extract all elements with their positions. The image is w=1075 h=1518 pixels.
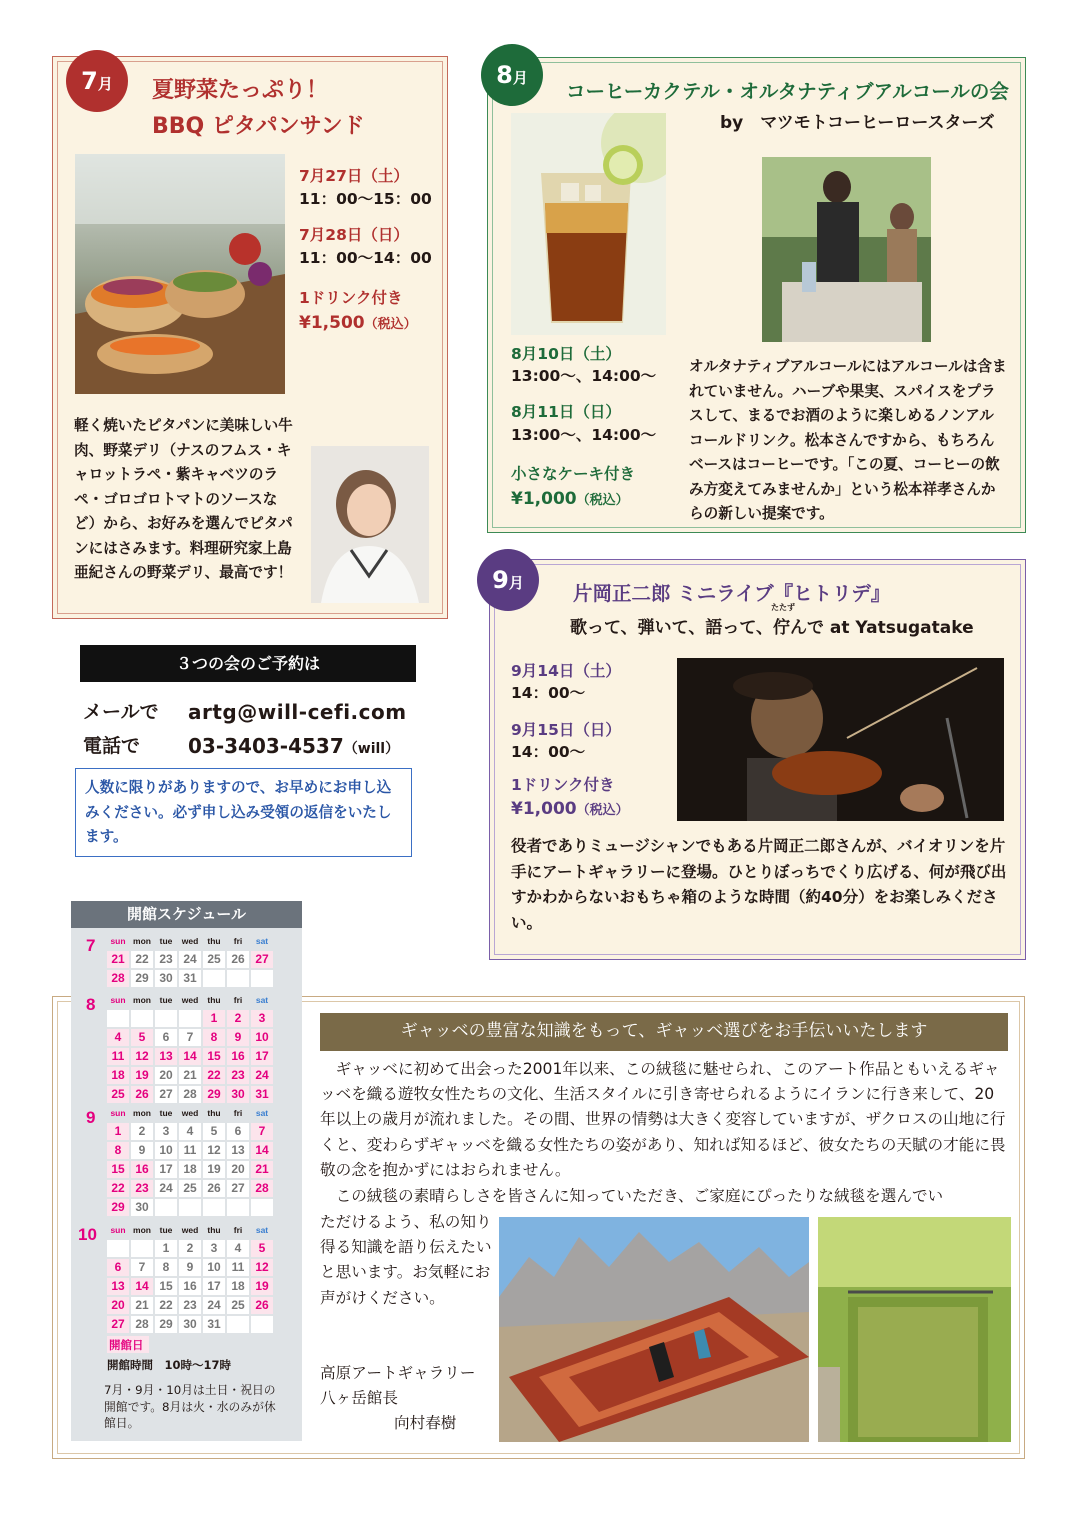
calendar-day: 1 — [155, 1240, 177, 1257]
calendar-day: 21 — [107, 951, 129, 968]
calendar-day: 2 — [227, 1010, 249, 1027]
july-tax: （税込） — [364, 317, 417, 332]
calendar-day: 27 — [155, 1086, 177, 1103]
september-badge-unit: 月 — [508, 574, 524, 592]
calendar-day: 29 — [131, 970, 153, 987]
calendar-day — [251, 1316, 273, 1333]
calendar-day: 20 — [107, 1297, 129, 1314]
calendar-day: 24 — [155, 1180, 177, 1197]
calendar-day: 20 — [155, 1067, 177, 1084]
september-subtitle-post: んで at Yatsugatake — [789, 618, 974, 638]
september-price: ¥1,000 — [511, 799, 577, 819]
calendar-day: 5 — [131, 1029, 153, 1046]
calendar-month-label: 9 — [86, 1108, 96, 1127]
gabbeh-paragraph2-rest: ただけるよう、私の知り得る知識を語り伝えたいと思います。お気軽にお声がけください。 — [320, 1213, 492, 1307]
calendar-day: 14 — [131, 1278, 153, 1295]
august-time1: 13:00～、14:00～ — [511, 367, 657, 385]
august-description: オルタナティブアルコールにはアルコールは含まれていません。ハーブや果実、スパイスをプラスして、まるでお酒のように楽しめるノンアルコールドリンク。松本さんですから、もちろんベースはコーヒーです。「この夏、コーヒーの飲み方変えてみませんか」という松本祥孝さんからの新しい提案です。 — [689, 358, 1007, 522]
calendar-weekday-label: tue — [159, 1225, 173, 1235]
calendar-day: 22 — [155, 1297, 177, 1314]
september-time2: 14：00～ — [511, 743, 586, 761]
september-title: 片岡正二郎 ミニライブ『ヒトリデ』 — [573, 582, 891, 605]
august-badge-num: 8 — [496, 61, 513, 89]
calendar-weekday-label: fri — [233, 936, 243, 946]
calendar-day: 11 — [227, 1259, 249, 1276]
calendar-day: 21 — [179, 1067, 201, 1084]
july-badge-num: 7 — [81, 67, 98, 95]
calendar-day: 25 — [179, 1180, 201, 1197]
calendar-day — [203, 970, 225, 987]
calendar-day: 17 — [251, 1048, 273, 1065]
calendar-day: 22 — [107, 1180, 129, 1197]
gabbeh-signature-title: 八ヶ岳館長 — [320, 1389, 398, 1407]
calendar-day — [179, 1199, 201, 1216]
calendar-day: 8 — [203, 1029, 225, 1046]
calendar-day — [131, 1010, 153, 1027]
calendar-weekday-label: sun — [110, 1108, 126, 1118]
calendar-weekday-label: wed — [181, 1225, 199, 1235]
calendar-day: 25 — [107, 1086, 129, 1103]
calendar-weekday-label: tue — [159, 995, 173, 1005]
calendar-month-label: 10 — [78, 1225, 97, 1244]
calendar-day: 30 — [131, 1199, 153, 1216]
calendar-day: 23 — [179, 1297, 201, 1314]
reservation-phone-value[interactable]: 03-3403-4537 — [188, 734, 344, 758]
calendar-day: 15 — [155, 1278, 177, 1295]
july-description: 軽く焼いたピタパンに美味しい牛肉、野菜デリ（ナスのフムス・キャロットラペ・紫キャベツのラペ・ゴロゴロトマトのソースなど）から、お好みを選んでピタパンにはさみます。料理研究家上島亜紀さんの野菜デリ、最高です！ — [74, 417, 293, 581]
september-subtitle-pre: 歌って、弾いて、語って、 — [570, 618, 773, 638]
calendar-day: 11 — [107, 1048, 129, 1065]
calendar-day: 6 — [227, 1123, 249, 1140]
calendar-day: 25 — [203, 951, 225, 968]
september-tax: （税込） — [576, 803, 629, 818]
calendar-day: 20 — [227, 1161, 249, 1178]
calendar-day: 6 — [107, 1259, 129, 1276]
calendar-day: 18 — [179, 1161, 201, 1178]
calendar-weekday-label: tue — [159, 1108, 173, 1118]
calendar-day: 16 — [227, 1048, 249, 1065]
reservation-mail-value[interactable]: artg@will-cefi.com — [188, 700, 407, 724]
calendar-day: 27 — [251, 951, 273, 968]
gabbeh-paragraph1: ギャッベに初めて出会った2001年以来、この絨毯に魅せられ、このアート作品ともいえるギャッベを織る遊牧女性たちの文化、生活スタイルに引き寄せられるようにイランに行き来して、20年以上の歳月が流れました。その間、世界の情勢は大きく変容していますが、ザクロスの山地に行くと、変わらずギャッベを織る女性たちの姿があり、知れば知るほど、彼女たちの天賦の才能に畏敬の念を抱かずにはおられません。 — [320, 1060, 1006, 1179]
july-time1: 11：00～15：00 — [299, 190, 432, 208]
august-time2: 13:00～、14:00～ — [511, 426, 657, 444]
calendar-day: 27 — [107, 1316, 129, 1333]
july-title-line2: BBQ ピタパンサンド — [152, 114, 365, 139]
gabbeh-rug-mountains-photo — [499, 1217, 809, 1442]
calendar-day: 21 — [251, 1161, 273, 1178]
calendar-day: 4 — [227, 1240, 249, 1257]
calendar-day: 28 — [251, 1180, 273, 1197]
calendar-day: 4 — [107, 1029, 129, 1046]
calendar-day: 24 — [251, 1067, 273, 1084]
gabbeh-rug-tree-photo — [818, 1217, 1011, 1442]
calendar-day: 16 — [131, 1161, 153, 1178]
calendar-day: 3 — [251, 1010, 273, 1027]
july-date1: 7月27日（土） — [299, 167, 409, 185]
calendar-weekday-label: thu — [207, 936, 221, 946]
calendar-day: 30 — [227, 1086, 249, 1103]
calendar-day: 17 — [203, 1278, 225, 1295]
september-badge-num: 9 — [492, 566, 509, 594]
calendar-day: 5 — [203, 1123, 225, 1140]
calendar-day: 30 — [179, 1316, 201, 1333]
calendar-day: 5 — [251, 1240, 273, 1257]
reservation-phone-line — [188, 731, 399, 764]
reservation-phone-suffix: （will） — [343, 741, 400, 757]
calendar-day: 27 — [227, 1180, 249, 1197]
calendar-weekday-label: sat — [255, 936, 269, 946]
july-date2: 7月28日（日） — [299, 226, 409, 244]
calendar-day — [155, 1199, 177, 1216]
calendar-day: 13 — [107, 1278, 129, 1295]
calendar-day — [227, 1199, 249, 1216]
august-month-badge — [481, 44, 543, 106]
calendar-day: 28 — [107, 970, 129, 987]
july-drink: 1ドリンク付き — [299, 289, 403, 307]
calendar-day — [203, 1199, 225, 1216]
august-title: コーヒーカクテル・オルタナティブアルコールの会 — [566, 80, 1009, 103]
calendar-day: 18 — [107, 1067, 129, 1084]
calendar-day: 19 — [131, 1067, 153, 1084]
july-time2: 11：00～14：00 — [299, 249, 432, 267]
calendar-day: 1 — [203, 1010, 225, 1027]
calendar-day: 17 — [155, 1161, 177, 1178]
september-subtitle — [570, 603, 974, 642]
calendar-day: 26 — [251, 1297, 273, 1314]
calendar-day: 12 — [251, 1259, 273, 1276]
calendar-day: 26 — [203, 1180, 225, 1197]
calendar-day: 29 — [155, 1316, 177, 1333]
calendar-day: 13 — [155, 1048, 177, 1065]
august-date1: 8月10日（土） — [511, 345, 621, 363]
calendar-day: 3 — [155, 1123, 177, 1140]
schedule-note: 7月・9月・10月は土日・祝日の開館です。8月は火・水のみが休館日。 — [104, 1383, 276, 1430]
calendar-day: 16 — [179, 1278, 201, 1295]
calendar-weekday-label: thu — [207, 995, 221, 1005]
august-price: ¥1,000 — [511, 489, 577, 509]
calendar-day: 9 — [227, 1029, 249, 1046]
august-tax: （税込） — [576, 493, 629, 508]
calendar-weekday-label: fri — [233, 1108, 243, 1118]
september-date2: 9月15日（日） — [511, 721, 621, 739]
september-price-line — [511, 797, 629, 823]
july-price-line — [299, 311, 417, 337]
september-time1: 14：00～ — [511, 684, 586, 702]
calendar-day — [251, 1199, 273, 1216]
schedule-hours: 開館時間 10時～17時 — [107, 1358, 232, 1372]
reservation-phone-label: 電話で — [83, 735, 141, 757]
july-month-badge — [66, 50, 128, 112]
calendar-day — [155, 1010, 177, 1027]
pita-sandwich-photo — [75, 154, 285, 394]
calendar-day: 23 — [227, 1067, 249, 1084]
calendar-day: 9 — [179, 1259, 201, 1276]
calendar-day: 6 — [155, 1029, 177, 1046]
calendar-day: 26 — [131, 1086, 153, 1103]
august-price-line — [511, 487, 629, 513]
calendar-day: 26 — [227, 951, 249, 968]
reservation-header: ３つの会のご予約は — [175, 654, 320, 673]
calendar-day: 8 — [155, 1259, 177, 1276]
july-price: ¥1,500 — [299, 313, 365, 333]
calendar-day: 15 — [203, 1048, 225, 1065]
calendar-weekday-label: sat — [255, 1225, 269, 1235]
august-cake: 小さなケーキ付き — [511, 465, 636, 483]
calendar-day: 19 — [203, 1161, 225, 1178]
calendar-day — [251, 970, 273, 987]
calendar-day: 31 — [251, 1086, 273, 1103]
calendar-day: 12 — [203, 1142, 225, 1159]
september-date1: 9月14日（土） — [511, 662, 621, 680]
calendar-day — [131, 1240, 153, 1257]
august-badge-unit: 月 — [512, 69, 528, 87]
coffee-cocktail-photo — [511, 113, 666, 335]
calendar-day: 12 — [131, 1048, 153, 1065]
calendar-day: 11 — [179, 1142, 201, 1159]
calendar-weekday-label: mon — [133, 936, 151, 946]
calendar-day: 22 — [131, 951, 153, 968]
calendar-day — [179, 1010, 201, 1027]
calendar-day — [227, 1316, 249, 1333]
calendar-day: 19 — [251, 1278, 273, 1295]
calendar-day: 4 — [179, 1123, 201, 1140]
august-date2: 8月11日（日） — [511, 403, 621, 421]
calendar-weekday-label: tue — [159, 936, 173, 946]
september-subtitle-kanji: 佇 — [772, 618, 790, 638]
gabbeh-paragraph2-first: この絨毯の素晴らしさを皆さんに知っていただき、ご家庭にぴったりな絨毯を選んでい — [335, 1187, 944, 1205]
calendar-weekday-label: thu — [207, 1225, 221, 1235]
calendar-day: 24 — [179, 951, 201, 968]
calendar-day: 31 — [179, 970, 201, 987]
calendar-day: 30 — [155, 970, 177, 987]
calendar-day: 2 — [131, 1123, 153, 1140]
gabbeh-signature-name: 向村春樹 — [394, 1414, 457, 1432]
september-subtitle-kanji-wrap — [770, 603, 795, 642]
calendar-day: 29 — [107, 1199, 129, 1216]
calendar-weekday-label: wed — [181, 1108, 199, 1118]
schedule-title: 開館スケジュール — [126, 905, 247, 923]
calendar-day — [107, 1010, 129, 1027]
calendar-day: 28 — [179, 1086, 201, 1103]
calendar-weekday-label: wed — [181, 995, 199, 1005]
calendar-day: 7 — [131, 1259, 153, 1276]
open-day-legend: 開館日 — [109, 1338, 144, 1352]
calendar-weekday-label: mon — [133, 995, 151, 1005]
july-badge-unit: 月 — [97, 75, 113, 93]
coffee-roaster-photo — [762, 157, 931, 342]
gabbeh-header: ギャッベの豊富な知識をもって、ギャッベ選びをお手伝いいたします — [400, 1021, 928, 1041]
calendar-day: 2 — [179, 1240, 201, 1257]
calendar-weekday-label: sat — [255, 995, 269, 1005]
gabbeh-signature-org: 高原アートギャラリー — [320, 1364, 476, 1382]
september-description: 役者でありミュージシャンでもある片岡正二郎さんが、バイオリンを片手にアートギャラリーに登場。ひとりぼっちでくり広げる、何が飛び出すかわからないおもちゃ箱のような時間（約40分）をお楽しみください。 — [511, 837, 1007, 932]
july-title-line1: 夏野菜たっぷり！ — [152, 78, 329, 103]
calendar-day: 29 — [203, 1086, 225, 1103]
september-drink: 1ドリンク付き — [511, 776, 615, 794]
calendar-day: 23 — [131, 1180, 153, 1197]
calendar-day: 13 — [227, 1142, 249, 1159]
calendar-day: 14 — [251, 1142, 273, 1159]
calendar-weekday-label: mon — [133, 1108, 151, 1118]
calendar-day: 10 — [203, 1259, 225, 1276]
calendar-day: 3 — [203, 1240, 225, 1257]
calendar-weekday-label: sun — [110, 936, 126, 946]
calendar-weekday-label: mon — [133, 1225, 151, 1235]
calendar-day: 14 — [179, 1048, 201, 1065]
calendar-weekday-label: sat — [255, 1108, 269, 1118]
calendar-weekday-label: fri — [233, 995, 243, 1005]
calendar-weekday-label: wed — [181, 936, 199, 946]
calendar-day: 25 — [227, 1297, 249, 1314]
calendar-day: 21 — [131, 1297, 153, 1314]
calendar-day: 18 — [227, 1278, 249, 1295]
calendar-day: 7 — [179, 1029, 201, 1046]
september-subtitle-ruby: たたず — [770, 603, 795, 612]
chef-portrait-photo — [311, 446, 429, 603]
calendar-day: 23 — [155, 951, 177, 968]
calendar-day: 31 — [203, 1316, 225, 1333]
august-by-line: by マツモトコーヒーロースターズ — [720, 113, 995, 133]
reservation-notice: 人数に限りがありますので、お早めにお申し込みください。必ず申し込み受領の返信をいたします。 — [85, 779, 392, 845]
calendar-month-label: 7 — [86, 936, 96, 955]
calendar-weekday-label: sun — [110, 995, 126, 1005]
calendar-day: 28 — [131, 1316, 153, 1333]
calendar-day: 24 — [203, 1297, 225, 1314]
calendar-month-label: 8 — [86, 995, 96, 1014]
calendar-weekday-label: thu — [207, 1108, 221, 1118]
calendar-day — [227, 970, 249, 987]
calendar-day — [107, 1240, 129, 1257]
violinist-photo — [677, 658, 1004, 821]
calendar-day: 15 — [107, 1161, 129, 1178]
calendar-day: 9 — [131, 1142, 153, 1159]
calendar-day: 7 — [251, 1123, 273, 1140]
reservation-mail-label: メールで — [83, 701, 159, 723]
calendar-day: 10 — [155, 1142, 177, 1159]
calendar-day: 8 — [107, 1142, 129, 1159]
calendar-day: 10 — [251, 1029, 273, 1046]
september-month-badge — [477, 549, 539, 611]
calendar-weekday-label: sun — [110, 1225, 126, 1235]
calendar-day: 1 — [107, 1123, 129, 1140]
calendar-weekday-label: fri — [233, 1225, 243, 1235]
calendar-day: 22 — [203, 1067, 225, 1084]
